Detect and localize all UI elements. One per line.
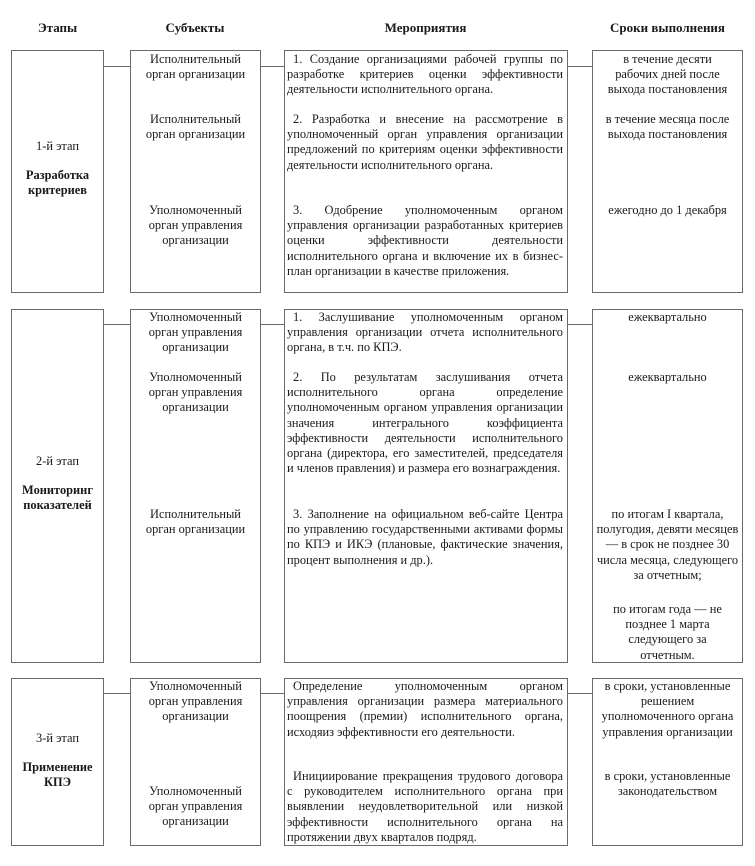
connector-line [261,324,284,325]
subject: Уполномоченный орган управления организации [148,370,243,415]
activities-box-1 [284,50,568,293]
activities-box-3 [284,678,568,846]
connector-line [104,66,130,67]
deadline: ежеквартально [628,370,707,384]
subject: Уполномоченный орган управления организации [148,203,243,248]
subject: Уполномоченный орган управления организации [148,310,243,355]
deadlines-box-1 [592,50,743,293]
header-deadlines: Сроки выполнения [610,20,725,35]
activity: 2. По результатам заслушивания отчета исполнительного органа определение уполномоченным органом управления организации значения интегрального коэффициента эффективности деятельности исполнительного органа (директора, его заместителей, председателя и членов правления) и размера его вознаграждения. [287,370,563,476]
connector-line [568,66,592,67]
stage-number: 1-й этап [36,139,79,153]
deadline: в течение месяца после выхода постановления [605,112,730,142]
subjects-box-2 [130,309,261,663]
activity: Определение уполномоченным органом управления организации размера материального поощрения (премии) исполнительного органа, исходяиз эффективности его деятельности. [287,679,563,739]
activity: 3. Одобрение уполномоченным органом управления организации разработанных критериев оценки эффективности деятельности исполнительного органа и включение их в бизнес-план организации в качестве приложения. [287,203,563,278]
deadline: ежегодно до 1 декабря [608,203,727,217]
subjects-box-3 [130,678,261,846]
stage-number: 3-й этап [36,731,79,745]
subjects-box-1 [130,50,261,293]
deadline: в сроки, установленные законодательством [604,769,731,799]
connector-line [261,66,284,67]
connector-line [568,324,592,325]
stage-name: Разработка критериев [25,168,90,198]
deadline: по итогам I квартала, полугодия, девяти месяцев — в срок не позднее 30 числа месяца, следующего за отчетным; [596,507,739,582]
deadlines-box-2 [592,309,743,663]
activities-box-2 [284,309,568,663]
header-stages: Этапы [37,20,78,35]
deadline: в течение десяти рабочих дней после выхода постановления [607,52,728,97]
connector-line [261,693,284,694]
header-subjects: Субъекты [165,20,225,35]
activity: Инициирование прекращения трудового договора с руководителем исполнительного органа при выявлении неудовлетворительной или низкой эффективности исполнительного органа на протяжении двух кварталов подряд. [287,769,563,844]
header-activities: Мероприятия [384,20,467,35]
activity: 2. Разработка и внесение на рассмотрение в уполномоченный орган управления организации предложений по критериям оценки эффективности деятельности исполнительного органа. [287,112,563,172]
connector-line [104,693,130,694]
deadlines-box-3 [592,678,743,846]
subject: Исполнительный орган организации [145,52,246,82]
subject: Уполномоченный орган управления организации [148,784,243,829]
subject: Уполномоченный орган управления организации [148,679,243,724]
deadline: в сроки, установленные решением уполномоченного органа управления организации [601,679,734,739]
subject: Исполнительный орган организации [145,112,246,142]
deadline: ежеквартально [628,310,707,324]
stage-number: 2-й этап [36,454,79,468]
stage-name: Мониторинг показателей [22,483,93,513]
connector-line [104,324,130,325]
activity: 1. Заслушивание уполномоченным органом управления организации отчета исполнительного органа, в т.ч. по КПЭ. [287,310,563,355]
stage-box-3 [11,678,104,846]
stage-box-2 [11,309,104,663]
stage-name: Применение КПЭ [22,760,93,790]
stage-box-1 [11,50,104,293]
connector-line [568,693,592,694]
subject: Исполнительный орган организации [145,507,246,537]
activity: 3. Заполнение на официальном веб-сайте Центра по управлению государственными активами формы по КПЭ и ИКЭ (плановые, фактические значения, процент выполнения и др.). [287,507,563,567]
activity: 1. Создание организациями рабочей группы по разработке критериев оценки эффективности деятельности исполнительного органа. [287,52,563,97]
deadline-extra: по итогам года — не позднее 1 марта следующего за отчетным. [613,602,722,662]
